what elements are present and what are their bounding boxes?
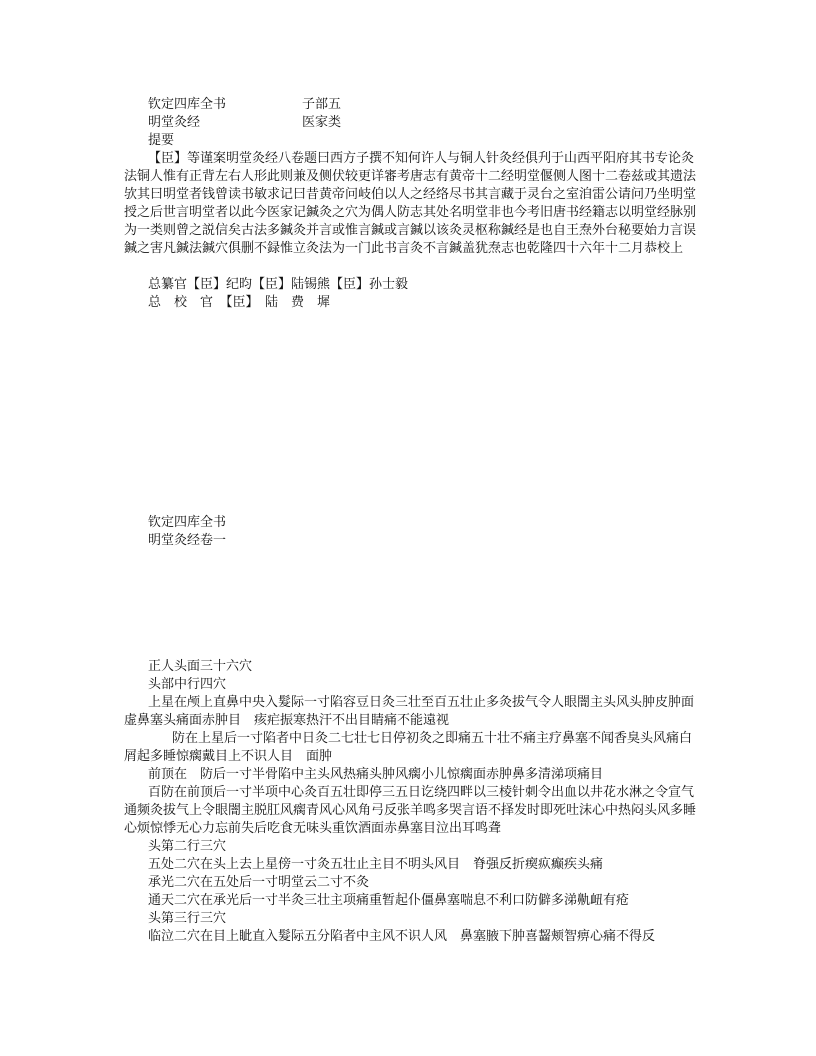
text-paragraph: 五处二穴在头上去上星傍一寸灸五壮止主目不明头风目 脊强反折瘈疭癫疾头痛 <box>148 857 604 872</box>
text-paragraph: 百防在前顶后一寸半项中心灸百五壮即停三五日讫绕四畔以三棱针刺令出血以井花水淋之令宣气通频灸拔气上令眼闇主脱肛风瘸青风心风角弓反张羊鸣多哭言语不择发时即死吐沫心中热闷头风多睡心烦惊悸无心力忘前失后吃食无味头重饮酒面赤鼻塞目泣出耳鸣聋 <box>124 785 697 836</box>
tiyao-label: 提要 <box>148 133 175 148</box>
category-label: 医家类 <box>302 115 342 130</box>
editors-line-2: 总 校 官 【臣】 陆 费 墀 <box>148 295 331 310</box>
text-paragraph: 通天二穴在承光后一寸半灸三壮主项痛重暂起仆僵鼻塞喘息不利口防僻多涕鼽衄有疮 <box>148 893 630 908</box>
text-paragraph: 承光二穴在五处后一寸明堂云二寸不灸 <box>148 875 370 890</box>
header-line-1 <box>148 96 226 114</box>
collection-title: 钦定四库全书 <box>148 97 227 112</box>
text-paragraph: 前顶在 防后一寸半骨陷中主头风热痛头肿风瘸小儿惊瘸面赤肿鼻多清涕项痛目 <box>148 767 604 782</box>
section-heading: 正人头面三十六穴 <box>148 659 253 674</box>
tiyao-paragraph: 【臣】等谨案明堂灸经八卷题曰西方子撰不知何许人与铜人针灸经俱刋于山西平阳府其书专论灸法铜人惟有正背左右人形此则兼及侧伏较更详審考唐志有黄帝十二经明堂偃侧人图十二卷兹或其遗法欤其曰明堂者钱曾读书敏求记曰昔黄帝问岐伯以人之经络尽书其言藏于灵台之室洎雷公请问乃坐明堂授之后世言明堂者以此今医家记鍼灸之穴为偶人防志其处名明堂非也今考旧唐书经籍志以明堂经脉别为一类则曾之説信矣古法多鍼灸并言或惟言鍼或言鍼以该灸灵枢称鍼经是也自王焘外台秘要始力言误鍼之害凡鍼法鍼穴俱删不録惟立灸法为一门此书言灸不言鍼盖犹焘志也乾隆四十六年十二月恭校上 <box>124 151 697 256</box>
header-line-2 <box>148 114 200 132</box>
text-paragraph: 临泣二穴在目上眦直入髮际五分陷者中主风不识人风 鼻塞腋下肿喜齧颊智痹心痛不得反 <box>148 929 656 944</box>
book-title: 明堂灸经 <box>148 115 201 130</box>
editors-line-1: 总纂官【臣】纪昀【臣】陆锡熊【臣】孙士毅 <box>148 277 409 292</box>
text-paragraph: 上星在颅上直鼻中央入髮际一寸陷容豆日灸三壮至百五壮止多灸拔气令人眼闇主头风头肿皮肿面虚鼻塞头痛面赤肿目 痎疟振寒热汗不出目睛痛不能遠视 <box>124 695 695 728</box>
text-paragraph: 防在上星后一寸陷者中日灸二七壮七日停初灸之即痛五十壮不痛主疗鼻塞不闻香臭头风痛白屑起多睡惊瘸戴目上不识人目 面肿 <box>124 731 693 764</box>
section-heading: 头第二行三穴 <box>148 839 227 854</box>
section-heading: 头部中行四穴 <box>148 677 227 692</box>
volume-collection-title: 钦定四库全书 <box>148 515 227 530</box>
section-label: 子部五 <box>302 97 342 112</box>
volume-title: 明堂灸经卷一 <box>148 533 227 548</box>
section-heading: 头第三行三穴 <box>148 911 227 926</box>
